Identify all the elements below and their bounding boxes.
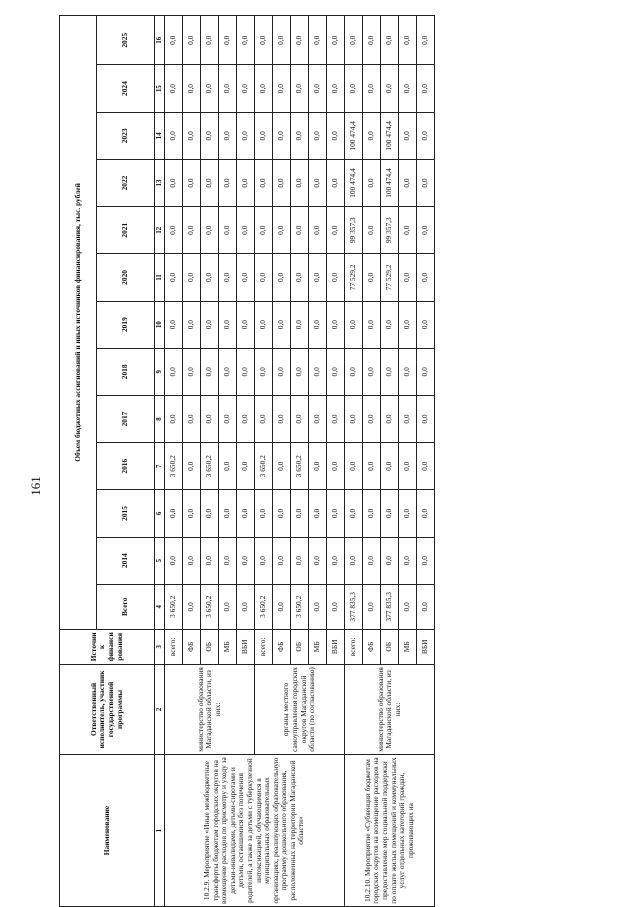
value-cell: 0,0 <box>201 254 219 301</box>
value-cell: 0,0 <box>309 395 327 442</box>
value-cell: 100 474,4 <box>381 112 399 159</box>
value-cell: 0,0 <box>237 65 255 112</box>
table-row <box>345 16 363 907</box>
value-cell: 0,0 <box>399 254 417 301</box>
source-cell: МБ <box>309 629 327 664</box>
value-cell: 0,0 <box>255 112 273 159</box>
value-cell: 0,0 <box>399 65 417 112</box>
value-cell: 0,0 <box>219 537 237 584</box>
source-cell: ОБ <box>291 629 309 664</box>
value-cell: 0,0 <box>309 443 327 490</box>
value-cell: 100 474,4 <box>345 112 363 159</box>
value-cell: 0,0 <box>273 348 291 395</box>
value-cell: 3 650,2 <box>291 443 309 490</box>
value-cell: 0,0 <box>219 254 237 301</box>
value-cell: 99 357,3 <box>345 207 363 254</box>
activity-name: 10.2.10. Мероприятие «Субвенции бюджетам городских округов на возмещение расходов на предоставление мер социальной поддержки по оплате жилых помещений и коммунальных услуг отдельных категорий граждан, проживающих на <box>345 755 435 907</box>
value-cell: 0,0 <box>345 395 363 442</box>
header-year: 2021 <box>97 207 155 254</box>
value-cell: 0,0 <box>183 443 201 490</box>
value-cell: 0,0 <box>165 490 183 537</box>
value-cell: 0,0 <box>363 112 381 159</box>
value-cell: 0,0 <box>183 395 201 442</box>
value-cell: 0,0 <box>309 112 327 159</box>
column-number: 5 <box>155 537 165 584</box>
source-cell: всего: <box>165 629 183 664</box>
value-cell: 0,0 <box>255 16 273 66</box>
value-cell: 0,0 <box>417 301 435 348</box>
value-cell: 0,0 <box>291 301 309 348</box>
value-cell: 0,0 <box>381 301 399 348</box>
header-year: 2017 <box>97 395 155 442</box>
value-cell: 3 650,2 <box>255 584 273 629</box>
value-cell: 0,0 <box>291 65 309 112</box>
value-cell: 377 835,3 <box>381 584 399 629</box>
value-cell: 0,0 <box>255 395 273 442</box>
value-cell: 0,0 <box>291 254 309 301</box>
value-cell: 0,0 <box>183 112 201 159</box>
value-cell: 3 650,2 <box>201 584 219 629</box>
value-cell: 0,0 <box>327 112 345 159</box>
value-cell: 0,0 <box>399 395 417 442</box>
value-cell: 0,0 <box>327 65 345 112</box>
value-cell: 0,0 <box>273 112 291 159</box>
value-cell: 0,0 <box>237 490 255 537</box>
value-cell: 0,0 <box>183 348 201 395</box>
header-name: Наименование <box>60 755 155 907</box>
column-number: 15 <box>155 65 165 112</box>
value-cell: 0,0 <box>363 16 381 66</box>
value-cell: 0,0 <box>417 207 435 254</box>
header-volume: Объем бюджетных ассигнований и иных источников финансирования, тыс. рублей <box>60 16 97 630</box>
value-cell: 0,0 <box>183 490 201 537</box>
value-cell: 0,0 <box>417 254 435 301</box>
value-cell: 0,0 <box>237 348 255 395</box>
value-cell: 0,0 <box>399 443 417 490</box>
value-cell: 0,0 <box>237 443 255 490</box>
source-cell: ФБ <box>363 629 381 664</box>
value-cell: 0,0 <box>327 584 345 629</box>
value-cell: 99 357,3 <box>381 207 399 254</box>
value-cell: 0,0 <box>399 490 417 537</box>
value-cell: 0,0 <box>399 207 417 254</box>
value-cell: 0,0 <box>273 490 291 537</box>
value-cell: 0,0 <box>201 301 219 348</box>
value-cell: 0,0 <box>381 395 399 442</box>
value-cell: 0,0 <box>309 254 327 301</box>
value-cell: 0,0 <box>363 207 381 254</box>
value-cell: 0,0 <box>327 301 345 348</box>
table-row <box>165 16 183 907</box>
value-cell: 0,0 <box>381 443 399 490</box>
executor-cell: министерство образования Магаданской области, из них: <box>165 664 255 754</box>
header-col-numbers-row <box>155 16 165 907</box>
column-number: 1 <box>155 755 165 907</box>
value-cell: 0,0 <box>399 348 417 395</box>
value-cell: 0,0 <box>417 159 435 206</box>
value-cell: 0,0 <box>327 16 345 66</box>
value-cell: 0,0 <box>363 348 381 395</box>
source-cell: ВБИ <box>327 629 345 664</box>
value-cell: 0,0 <box>165 348 183 395</box>
value-cell: 0,0 <box>327 537 345 584</box>
column-number: 10 <box>155 301 165 348</box>
value-cell: 0,0 <box>273 159 291 206</box>
header-year: 2019 <box>97 301 155 348</box>
header-year: 2023 <box>97 112 155 159</box>
column-number: 8 <box>155 395 165 442</box>
value-cell: 0,0 <box>291 348 309 395</box>
value-cell: 0,0 <box>183 254 201 301</box>
value-cell: 0,0 <box>381 65 399 112</box>
column-number: 16 <box>155 16 165 66</box>
value-cell: 0,0 <box>363 395 381 442</box>
value-cell: 0,0 <box>327 348 345 395</box>
value-cell: 0,0 <box>291 16 309 66</box>
value-cell: 0,0 <box>399 537 417 584</box>
column-number: 13 <box>155 159 165 206</box>
value-cell: 0,0 <box>417 16 435 66</box>
value-cell: 0,0 <box>381 537 399 584</box>
value-cell: 0,0 <box>327 207 345 254</box>
value-cell: 0,0 <box>183 65 201 112</box>
value-cell: 0,0 <box>201 348 219 395</box>
header-year: 2016 <box>97 443 155 490</box>
header-executor: Ответственный исполнитель, участник государственной программы <box>60 664 155 754</box>
value-cell: 0,0 <box>327 159 345 206</box>
value-cell: 0,0 <box>291 537 309 584</box>
value-cell: 0,0 <box>255 207 273 254</box>
value-cell: 0,0 <box>237 112 255 159</box>
value-cell: 0,0 <box>417 112 435 159</box>
source-cell: МБ <box>219 629 237 664</box>
value-cell: 0,0 <box>399 301 417 348</box>
value-cell: 0,0 <box>165 537 183 584</box>
value-cell: 0,0 <box>417 490 435 537</box>
header-year: 2024 <box>97 65 155 112</box>
column-number: 6 <box>155 490 165 537</box>
header-year: Всего <box>97 584 155 629</box>
executor-cell: министерство образования Магаданской области, из них: <box>345 664 435 754</box>
value-cell: 0,0 <box>309 301 327 348</box>
value-cell: 3 650,2 <box>201 443 219 490</box>
value-cell: 0,0 <box>165 207 183 254</box>
value-cell: 0,0 <box>219 490 237 537</box>
value-cell: 0,0 <box>417 65 435 112</box>
value-cell: 0,0 <box>309 159 327 206</box>
value-cell: 100 474,4 <box>345 159 363 206</box>
value-cell: 0,0 <box>183 207 201 254</box>
value-cell: 0,0 <box>165 112 183 159</box>
source-cell: ОБ <box>381 629 399 664</box>
value-cell: 0,0 <box>219 301 237 348</box>
value-cell: 3 650,2 <box>255 443 273 490</box>
value-cell: 0,0 <box>165 65 183 112</box>
value-cell: 0,0 <box>399 16 417 66</box>
value-cell: 0,0 <box>201 16 219 66</box>
value-cell: 77 529,2 <box>345 254 363 301</box>
value-cell: 0,0 <box>201 490 219 537</box>
value-cell: 0,0 <box>183 159 201 206</box>
value-cell: 0,0 <box>417 395 435 442</box>
value-cell: 0,0 <box>237 207 255 254</box>
column-number: 14 <box>155 112 165 159</box>
value-cell: 0,0 <box>363 443 381 490</box>
value-cell: 3 650,2 <box>165 443 183 490</box>
column-number: 9 <box>155 348 165 395</box>
header-year: 2025 <box>97 16 155 66</box>
source-cell: ВБИ <box>237 629 255 664</box>
value-cell: 0,0 <box>291 207 309 254</box>
value-cell: 0,0 <box>237 301 255 348</box>
value-cell: 0,0 <box>309 207 327 254</box>
value-cell: 0,0 <box>255 301 273 348</box>
value-cell: 377 835,3 <box>345 584 363 629</box>
value-cell: 0,0 <box>327 443 345 490</box>
value-cell: 0,0 <box>417 348 435 395</box>
header-year: 2020 <box>97 254 155 301</box>
value-cell: 0,0 <box>183 584 201 629</box>
column-number: 3 <box>155 629 165 664</box>
value-cell: 0,0 <box>273 207 291 254</box>
value-cell: 0,0 <box>291 112 309 159</box>
header-year: 2014 <box>97 537 155 584</box>
value-cell: 0,0 <box>291 159 309 206</box>
value-cell: 0,0 <box>219 395 237 442</box>
value-cell: 0,0 <box>255 159 273 206</box>
value-cell: 0,0 <box>273 254 291 301</box>
value-cell: 0,0 <box>345 348 363 395</box>
value-cell: 0,0 <box>255 537 273 584</box>
header-source: Источник финансирования <box>60 629 155 664</box>
value-cell: 0,0 <box>219 207 237 254</box>
value-cell: 0,0 <box>273 16 291 66</box>
column-number: 12 <box>155 207 165 254</box>
value-cell: 0,0 <box>273 395 291 442</box>
value-cell: 0,0 <box>201 395 219 442</box>
value-cell: 0,0 <box>291 490 309 537</box>
value-cell: 0,0 <box>237 159 255 206</box>
value-cell: 0,0 <box>381 348 399 395</box>
value-cell: 0,0 <box>273 443 291 490</box>
value-cell: 0,0 <box>255 490 273 537</box>
source-cell: ВБИ <box>417 629 435 664</box>
header-year: 2015 <box>97 490 155 537</box>
value-cell: 0,0 <box>327 490 345 537</box>
value-cell: 0,0 <box>363 537 381 584</box>
table-body <box>165 16 435 907</box>
value-cell: 3 650,2 <box>165 584 183 629</box>
activity-name: 10.2.9. Мероприятие «Иные межбюджетные трансферты бюджетам городских округов на возмещение расходов по присмотру и уходу за детьми-инвалидами, детьми-сиротами и детьми, оставшимися без попечения родителей, а также за детьми с туберкулезной интоксикацией, обучающимися в муниципальных образовательных организациях, реализующих образовательную программу дошкольного образования, расположенных на территории Магаданской области» <box>165 755 345 907</box>
value-cell: 0,0 <box>219 16 237 66</box>
value-cell: 0,0 <box>237 537 255 584</box>
value-cell: 0,0 <box>183 537 201 584</box>
value-cell: 0,0 <box>363 254 381 301</box>
value-cell: 0,0 <box>345 537 363 584</box>
value-cell: 0,0 <box>399 584 417 629</box>
value-cell: 0,0 <box>417 443 435 490</box>
value-cell: 0,0 <box>309 16 327 66</box>
value-cell: 0,0 <box>327 254 345 301</box>
value-cell: 0,0 <box>183 16 201 66</box>
value-cell: 0,0 <box>255 348 273 395</box>
value-cell: 0,0 <box>237 254 255 301</box>
value-cell: 0,0 <box>399 159 417 206</box>
value-cell: 0,0 <box>237 395 255 442</box>
executor-cell: органы местного самоуправления городских округов Магаданской области (по согласованию) <box>255 664 345 754</box>
value-cell: 0,0 <box>417 584 435 629</box>
value-cell: 0,0 <box>165 159 183 206</box>
column-number: 4 <box>155 584 165 629</box>
value-cell: 0,0 <box>309 537 327 584</box>
value-cell: 0,0 <box>381 16 399 66</box>
source-cell: ОБ <box>201 629 219 664</box>
value-cell: 0,0 <box>165 395 183 442</box>
value-cell: 0,0 <box>201 207 219 254</box>
value-cell: 0,0 <box>309 490 327 537</box>
value-cell: 0,0 <box>345 16 363 66</box>
value-cell: 3 650,2 <box>291 584 309 629</box>
value-cell: 0,0 <box>201 112 219 159</box>
value-cell: 0,0 <box>309 348 327 395</box>
value-cell: 0,0 <box>201 159 219 206</box>
source-cell: МБ <box>399 629 417 664</box>
value-cell: 0,0 <box>363 584 381 629</box>
value-cell: 0,0 <box>219 348 237 395</box>
value-cell: 0,0 <box>219 112 237 159</box>
value-cell: 0,0 <box>201 65 219 112</box>
column-number: 2 <box>155 664 165 754</box>
value-cell: 0,0 <box>273 301 291 348</box>
value-cell: 0,0 <box>309 65 327 112</box>
value-cell: 0,0 <box>201 537 219 584</box>
value-cell: 0,0 <box>255 65 273 112</box>
value-cell: 0,0 <box>273 537 291 584</box>
value-cell: 0,0 <box>363 301 381 348</box>
value-cell: 0,0 <box>345 65 363 112</box>
value-cell: 0,0 <box>237 16 255 66</box>
source-cell: ФБ <box>183 629 201 664</box>
value-cell: 0,0 <box>417 537 435 584</box>
value-cell: 0,0 <box>165 254 183 301</box>
value-cell: 0,0 <box>183 301 201 348</box>
value-cell: 0,0 <box>399 112 417 159</box>
source-cell: всего: <box>255 629 273 664</box>
value-cell: 0,0 <box>345 443 363 490</box>
value-cell: 0,0 <box>255 254 273 301</box>
source-cell: всего: <box>345 629 363 664</box>
header-year: 2022 <box>97 159 155 206</box>
page-number: 161 <box>28 476 43 496</box>
column-number: 11 <box>155 254 165 301</box>
value-cell: 0,0 <box>219 443 237 490</box>
value-cell: 0,0 <box>327 395 345 442</box>
value-cell: 0,0 <box>345 490 363 537</box>
value-cell: 0,0 <box>237 584 255 629</box>
value-cell: 0,0 <box>273 584 291 629</box>
value-cell: 100 474,4 <box>381 159 399 206</box>
value-cell: 0,0 <box>345 301 363 348</box>
value-cell: 0,0 <box>219 584 237 629</box>
value-cell: 0,0 <box>165 301 183 348</box>
value-cell: 0,0 <box>309 584 327 629</box>
column-number: 7 <box>155 443 165 490</box>
value-cell: 0,0 <box>363 159 381 206</box>
value-cell: 0,0 <box>165 16 183 66</box>
value-cell: 0,0 <box>219 65 237 112</box>
source-cell: ФБ <box>273 629 291 664</box>
value-cell: 0,0 <box>381 490 399 537</box>
value-cell: 0,0 <box>273 65 291 112</box>
value-cell: 77 529,2 <box>381 254 399 301</box>
value-cell: 0,0 <box>291 395 309 442</box>
budget-table <box>59 15 435 907</box>
header-year: 2018 <box>97 348 155 395</box>
value-cell: 0,0 <box>219 159 237 206</box>
value-cell: 0,0 <box>363 65 381 112</box>
value-cell: 0,0 <box>363 490 381 537</box>
